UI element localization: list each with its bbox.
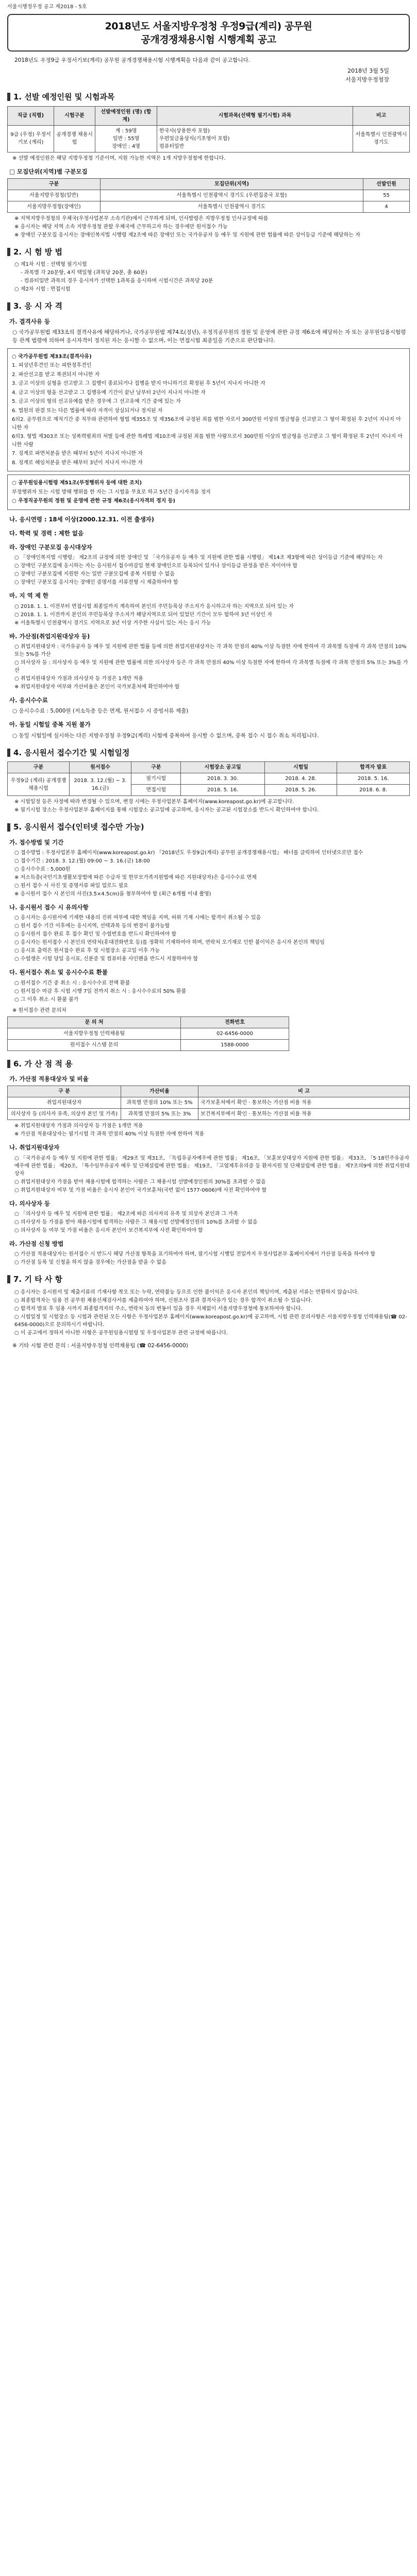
table-header-cell: 비 고	[198, 1086, 410, 1097]
note: ※ 선발 예정인원은 해당 지방우정청 기준이며, 지원 가능한 지역은 1개 지방우정청에 한합니다.	[12, 155, 226, 161]
list-item: ○ 의사상자 등 여부 및 가점 비율은 응시자 본인이 보건복지부에 사전 확인하여야 함	[14, 1227, 203, 1233]
subsection-title: 나. 취업지원대상자	[9, 1144, 60, 1151]
list-item: 부정행위자 또는 시험 방해 행위를 한 자는 그 시험을 무효로 하고 5년간 응시자격을 정지	[12, 489, 211, 495]
subsection-title: 바. 가산점(취업지원대상자 등)	[9, 632, 90, 640]
list-item: ○ 응시표 출력은 원서접수 완료 후 및 시험장소 공고일 이후 가능	[14, 948, 160, 954]
table-cell: 과목별 만점의 5% 또는 3%	[121, 1109, 198, 1120]
list-item: 2. 파산선고를 받고 복권되지 아니한 자	[12, 371, 100, 378]
table-row	[8, 190, 410, 201]
table-header-cell: 합격자 발표	[337, 762, 410, 773]
subsection-title: 아. 동일 시험일 중복 지원 불가	[9, 721, 91, 728]
subsection-title: 나. 응시원서 접수 시 유의사항	[9, 904, 89, 911]
title-line-1: 2018년도 서울지방우정청 우정9급(계리) 공무원	[105, 21, 312, 32]
paragraph: ○ 응시수수료 : 5,000원 (저소득층 등은 면제, 원서접수 시 증빙서류 제출)	[12, 708, 189, 715]
subjects-cell	[157, 125, 353, 152]
table-header-cell: 구 분	[8, 1086, 121, 1097]
refund-list	[14, 979, 410, 1004]
list-item: ○ 취업지원대상자 가점과 의사상자 등 가점은 1개만 적용	[14, 675, 143, 682]
section-7-title-text: 7. 기 타 사 항	[13, 1275, 62, 1284]
bonus-table	[7, 1086, 410, 1120]
list-item: ○ 장애인 구분모집 응시자는 장애인 증명서를 서류전형 시 제출하여야 함	[14, 580, 178, 586]
list-item: 6의3. 형법 제303조 또는 성폭력범죄의 처벌 등에 관한 특례법 제10조에 규정된 죄를 범한 사람으로서 300만원 이상의 벌금형을 선고받고 그 형이 확정된 후 2년이 지나지 아니한 사람	[12, 434, 403, 448]
list-item: ○ 가산점 등록 및 신청을 하지 않을 경우에는 가산점을 받을 수 없음	[14, 1260, 166, 1266]
table-row	[8, 201, 410, 212]
subsection-title: 다. 원서접수 취소 및 응시수수료 환불	[9, 969, 108, 976]
list-item: 7. 징계로 파면처분을 받은 때부터 5년이 지나지 아니한 자	[12, 451, 143, 457]
table-cell: 원서접수 시스템 문의	[8, 1039, 181, 1050]
list-item: 5. 금고 이상의 형의 선고유예를 받은 경우에 그 선고유예 기간 중에 있는 자	[12, 399, 181, 405]
list-item: ※ 저소득층(국민기초생활보장법에 따른 수급자 및 한부모가족지원법에 따른 지원대상자)은 응시수수료 면제	[14, 875, 257, 881]
table-header-cell: 가산비율	[121, 1086, 198, 1097]
table-row	[8, 773, 410, 785]
list-item: ○ 합격자 발표 후 임용 시까지 최종합격자의 주소, 연락처 등의 변동이 있을 경우 지체없이 서울지방우정청에 통보하여야 합니다.	[14, 1306, 303, 1312]
subject-item: 한국사(상용한자 포함)	[159, 128, 210, 134]
table-header-row	[8, 178, 410, 190]
list-item: ○ 「의사상자 등 예우 및 지원에 관한 법률」 제2조에 따른 의사자의 유족 및 의상자 본인과 그 가족	[14, 1211, 238, 1217]
list-item: ○ 원서접수 기간 중 취소 시 : 응시수수료 전액 환불	[14, 980, 130, 986]
table-header-cell: 구분	[8, 762, 70, 773]
section-5-title	[7, 821, 410, 833]
list-item: ○ 의사상자 등 : 의사상자 등 예우 및 지원에 관한 법률에 의한 의사상자 등은 각 과목 만점의 40% 이상 득점한 자에 한하여 각 과목별 득점에 각 과목 만점의 5% 또는 3%를 가산	[14, 659, 408, 673]
note: ※ 장애인 구분모집 응시자는 장애인복지법 시행령 제2조에 따른 장애인 또는 국가유공자 등 예우 및 지원에 관한 법률에 따른 상이등급 기준에 해당하는 자	[14, 232, 360, 238]
table-row	[8, 1109, 410, 1120]
reference-number: 서울시행정우정 공고 제2018 - 5호	[7, 4, 87, 10]
section-1-title-text: 1. 선발 예정인원 및 시험과목	[13, 92, 115, 102]
list-item: ○ 가산점 적용대상자는 원서접수 시 반드시 해당 가산점 항목을 표기하여야 하며, 필기시험 시행일 전일까지 우정사업본부 홈페이지에서 가산점 등록을 하여야 함	[14, 1251, 376, 1258]
table-header-cell: 시험장소 공고일	[181, 762, 264, 773]
table-cell: 서울특별시 인천광역시 경기도 (우편집중국 포함)	[101, 190, 363, 201]
list-item: - 컴퓨터일반 과목의 경우 응시자가 선택한 1과목을 응시하며 시험시간은 과목당 20분	[21, 278, 213, 284]
count-disabled: 장애인 : 4명	[112, 143, 140, 149]
bonus-points-list	[14, 643, 410, 691]
table-row	[8, 125, 410, 152]
bonus-apply-list	[14, 1250, 410, 1266]
subsection-title: 마. 지 역 제 한	[9, 592, 48, 600]
table-cell: 02-6456-0000	[181, 1028, 289, 1039]
list-item: ※ 서울특별시 인천광역시 경기도 지역으로 3년 이상 거주한 사실이 있는 자는 응시 가능	[14, 620, 211, 626]
schedule-table	[7, 761, 410, 796]
section-7-title	[7, 1274, 410, 1285]
application-method-list	[14, 849, 410, 898]
table-cell: 과목별 만점의 10% 또는 5%	[121, 1097, 198, 1109]
list-item: ○ 접수방법 : 우정사업본부 홈페이지(www.koreapost.go.kr) 『2018년도 우정9급(계리) 공무원 공개경쟁채용시험』 배너를 클릭하여 인터넷으로만 접수	[14, 850, 363, 856]
table-header-row	[8, 1086, 410, 1097]
table-cell: 서울지방우정청 인력채용팀	[8, 1028, 181, 1039]
penalty-box	[7, 474, 410, 510]
list-item: ○ 응시원서 접수 완료 후 접수 확인 및 수험번호를 반드시 확인하여야 함	[14, 931, 177, 938]
section-6-title	[7, 1058, 410, 1070]
list-item: ○ 국가공무원법 제33조(결격사유)	[12, 353, 92, 360]
table-cell: 2018. 5. 26.	[264, 785, 337, 796]
note: ※ 응시자는 해당 지역 소속 지방우정청 관할 우체국에 근무하고자 하는 경우에만 원서접수 가능	[14, 224, 228, 230]
veteran-list	[14, 1155, 410, 1194]
section-6-title-text: 6. 가 산 점 적 용	[13, 1059, 73, 1069]
table-cell: 2018. 3. 30.	[181, 773, 264, 785]
table-cell: 서울특별시 인천광역시 경기도	[101, 201, 363, 212]
section-4-title	[7, 747, 410, 759]
note: ※ 필기시험 장소는 우정사업본부 홈페이지를 통해 시험장소 공고일에 공고하며, 응시자는 공고된 시험장소를 반드시 확인하여야 합니다.	[14, 807, 319, 814]
list-item: 6의2. 공무원으로 재직기간 중 직무와 관련하여 형법 제355조 및 제356조에 규정된 죄를 범한 자로서 300만원 이상의 벌금형을 선고받고 그 형이 확정된 후 2년이 지나지 아니한 자	[12, 417, 401, 431]
region-restriction-list	[14, 603, 410, 627]
subsection-title: 가. 가산점 적용대상자 및 비율	[9, 1075, 89, 1083]
table-cell: 55	[363, 190, 410, 201]
table-cell: 취업지원대상자	[8, 1097, 121, 1109]
count-general: 일반 : 55명	[112, 135, 140, 142]
list-item: ○ 원서 접수 시 사진 및 증명서류 파일 업로드 필요	[14, 883, 128, 889]
list-item: ○ 취업지원대상자 : 국가유공자 등 예우 및 지원에 관한 법률 등에 의한 취업지원대상자는 각 과목 만점의 40% 이상 득점한 자에 한하여 각 과목별 득점에 각 과목 만점의 10% 또는 5%를 가산	[14, 643, 407, 657]
list-item: ○ 그 이후 취소 시 환불 불가	[14, 996, 79, 1003]
table-cell: 2018. 5. 16.	[181, 785, 264, 796]
table-cell: 보건복지부에서 확인 · 통보하는 가산점 비율 적용	[198, 1109, 410, 1120]
subsection-title: 사. 응시수수료	[9, 696, 48, 704]
type-cell: 공개경쟁 채용시험	[54, 125, 95, 152]
table-row	[8, 1039, 289, 1050]
list-item: ○ 취업지원대상자 여부 및 가점 비율은 응시자 본인이 국가보훈처(국번 없이 1577-0606)에 사전 확인하여야 함	[14, 1187, 267, 1193]
list-item: 8. 징계로 해임처분을 받은 때부터 3년이 지나지 아니한 자	[12, 460, 143, 466]
misc-list	[14, 1289, 410, 1337]
list-item: ○ 수험생은 시험 당일 응시표, 신분증 및 컴퓨터용 사인펜을 반드시 지참하여야 함	[14, 956, 198, 962]
note: ※ 시험일정 등은 사정에 따라 변경될 수 있으며, 변경 시에는 우정사업본부 홈페이지(www.koreapost.go.kr)에 공고합니다.	[14, 799, 294, 805]
subject-item: 우편및금융상식(기초영어 포함)	[159, 135, 230, 142]
contact-table	[7, 1016, 289, 1051]
table-header-cell: 전화번호	[181, 1016, 289, 1028]
title-line-2: 공개경쟁채용시험 시행계획 공고	[141, 33, 276, 45]
table-header-cell: 구분	[8, 178, 101, 190]
table-cell: 의사상자 등 (의사자 유족, 의상자 본인 및 가족)	[8, 1109, 121, 1120]
table-header-cell: 문 의 처	[8, 1016, 181, 1028]
paragraph: ○ 동일 시험일에 실시하는 다른 지방우정청 우정9급(계리) 시험에 중복하여 응시할 수 없으며, 중복 접수 시 접수 취소 처리됩니다.	[12, 732, 319, 739]
table-header-cell: 모집단위(지역)	[101, 178, 363, 190]
square-bullet-icon	[7, 93, 10, 101]
square-bullet-icon	[7, 1275, 10, 1283]
list-item: ○ 2018. 1. 1. 이전부터 면접시험 최종일까지 계속하여 본인의 주민등록상 주소지가 응시하고자 하는 지역으로 되어 있는 자	[14, 603, 294, 609]
paragraph: ○ 국가공무원법 제33조의 결격사유에 해당하거나, 국가공무원법 제74조(정년), 우정직공무원의 정원 및 운영에 관한 규정 제6조에 해당하는 자 또는 공무원임용시험령 등 관계 법령에 의하여 응시자격이 정지된 자는 응시할 수 없으며, 이는 면접시험 최종일을 기준으로 판단합니다.	[12, 329, 406, 344]
subsection-title: □ 모집단위(지역)별 구분모집	[9, 167, 88, 175]
list-item: ○ 우정직공무원의 정원 및 운영에 관한 규정 제6조(응시자격의 정지 등)	[12, 498, 175, 504]
subsection-title: 가. 결격사유 등	[9, 317, 51, 325]
announcement-signer: 서울지방우정청장	[345, 76, 389, 83]
notes-list	[14, 215, 410, 239]
section-2-title	[7, 246, 410, 258]
footer-contact: ※ 기타 시험 관련 문의 : 서울지방우정청 인력채용팀 (☎ 02-6456-0000)	[12, 1342, 188, 1349]
table-cell: 2018. 5. 16.	[337, 773, 410, 785]
subsection-title: 나. 응시연령 : 18세 이상(2000.12.31. 이전 출생자)	[9, 515, 155, 523]
grade-cell: 9급 (우정) 우정서기보 (계리)	[8, 125, 54, 152]
section-2-title-text: 2. 시 험 방 법	[13, 247, 62, 257]
square-bullet-icon	[7, 1060, 10, 1068]
lead-paragraph: 2018년도 우정9급 우정서기보(계리) 공무원 공개경쟁채용시험 시행계획을 다음과 같이 공고합니다.	[14, 57, 251, 64]
list-item: ○ 원서접수 마감 후 시험 시행 7일 전까지 취소 시 : 응시수수료의 50% 환불	[14, 988, 187, 994]
table-cell: 4	[363, 201, 410, 212]
square-bullet-icon	[7, 302, 10, 311]
disqualification-box	[7, 348, 410, 472]
notes-list	[14, 798, 410, 814]
list-item: ○ 접수기간 : 2018. 3. 12.(월) 09:00 ~ 3. 16.(금) 18:00	[14, 858, 150, 865]
section-3-title-text: 3. 응 시 자 격	[13, 301, 62, 311]
note: ※ 취업지원대상자 가점과 의사상자 등 가점은 1개만 적용	[14, 1123, 143, 1129]
title-box	[7, 14, 410, 52]
list-item: 1. 피성년후견인 또는 피한정후견인	[12, 363, 92, 369]
list-item: ○ 응시자는 응시원서에 기재한 내용의 진위 여부에 대한 책임을 지며, 허위 기재 시에는 합격이 취소될 수 있음	[14, 915, 261, 921]
square-bullet-icon	[7, 823, 10, 832]
table-cell: 서울지방우정청(장애인)	[8, 201, 101, 212]
application-caution-list	[14, 914, 410, 963]
region-table	[7, 178, 410, 213]
list-item: ○ 2018. 1. 1. 이전까지 본인의 주민등록상 주소지가 해당지역으로 되어 있었던 기간이 모두 합하여 3년 이상인 자	[14, 612, 273, 618]
table-row	[8, 1028, 289, 1039]
list-item: ○ 응시수수료 : 5,000원	[14, 867, 71, 873]
note: ※ 지역지방우정청의 우체국(우정사업본부 소속기관)에서 근무하게 되며, 인사발령은 지방우정청 인사규정에 따름	[14, 215, 269, 222]
list-item: ○ 응시자는 원서접수 시 본인의 연락처(휴대전화번호 등)를 정확히 기재하여야 하며, 연락처 오기재로 인한 불이익은 응시자 본인의 책임임	[14, 940, 325, 946]
notes-list	[14, 1122, 410, 1138]
section-5-title-text: 5. 응시원서 접수(인터넷 접수만 가능)	[13, 822, 144, 832]
list-item: ○ 최종합격자는 임용 전 공무원 채용신체검사서를 제출하여야 하며, 신원조사 결과 결격사유가 있는 경우 합격이 취소될 수 있습니다.	[14, 1297, 312, 1303]
list-item: ○ 원서 접수 기간 이후에는 응시지역, 선택과목 등의 변경이 불가능함	[14, 923, 170, 929]
count-cell	[95, 125, 157, 152]
list-item: ※ 취업지원대상자 여부와 가산비율은 본인이 국가보훈처에 확인하여야 함	[14, 684, 180, 690]
table-header-row	[8, 106, 410, 125]
table-header-row	[8, 762, 410, 773]
table-header-cell: 시험과목(선택형 필기시험) 과목	[157, 106, 353, 125]
table-header-cell: 구분	[131, 762, 181, 773]
table-cell: 2018. 4. 28.	[264, 773, 337, 785]
list-item: ○ 제1차 시험 : 선택형 필기시험	[14, 262, 87, 268]
list-item: ○ 「국가유공자 등 예우 및 지원에 관한 법률」 제29조 및 제31조, 「독립유공자예우에 관한 법률」 제16조, 「보훈보상대상자 지원에 관한 법률」 제33조, 「5·18민주유공자예우에 관한 법률」 제20조, 「특수임무유공자 예우 및 단체설립에 관한 법률」 제19조, 「고엽제후유의증 등 환자지원 및 단체설립에 관한 법률」 제7조의9에 의한 취업지원대상자	[14, 1155, 410, 1177]
table-cell: 필기시험	[131, 773, 181, 785]
rescuer-list	[14, 1210, 410, 1234]
table-header-row	[8, 1016, 289, 1028]
table-row	[8, 1097, 410, 1109]
section-1-title	[7, 91, 410, 103]
list-item: ○ 취업지원대상자 가점을 받아 채용시험에 합격하는 사람은 그 채용시험 선발예정인원의 30%를 초과할 수 없음	[14, 1179, 266, 1185]
section-3-title	[7, 300, 410, 312]
disabled-eligibility-list	[14, 554, 410, 586]
list-item: 3. 금고 이상의 실형을 선고받고 그 집행이 종료되거나 집행을 받지 아니하기로 확정된 후 5년이 지나지 아니한 자	[12, 381, 265, 387]
list-item: ○ 의사상자 등 가점을 받아 채용시험에 합격하는 사람은 그 채용시험 선발예정인원의 10%를 초과할 수 없음	[14, 1219, 258, 1225]
table-cell: 2018. 3. 12.(월) ~ 3. 16.(금)	[70, 773, 131, 796]
table-header-cell: 비고	[353, 106, 410, 125]
list-item: ○ 제2차 시험 : 면접시험	[14, 286, 71, 293]
section-4-title-text: 4. 응시원서 접수기간 및 시험일정	[13, 748, 130, 757]
subsection-title: 다. 학력 및 경력 : 제한 없음	[9, 529, 84, 537]
table-cell: 우정9급 (계리) 공개경쟁 채용시험	[8, 773, 70, 796]
subsection-title: 가. 접수방법 및 기간	[9, 838, 64, 846]
list-item: ○ 공무원임용시험령 제51조(부정행위자 등에 대한 조치)	[12, 480, 142, 486]
list-item: ○ 장애인 구분모집에 응시하는 자는 응시원서 접수마감일 현재 장애인으로 등록되어 있거나 상이등급 판정을 받은 자이어야 함	[14, 563, 298, 569]
subsection-title: 라. 장애인 구분모집 응시대상자	[9, 544, 92, 551]
subsection-title: 라. 가산점 신청 방법	[9, 1240, 64, 1247]
table-cell: 서울지방우정청(일반)	[8, 190, 101, 201]
table-cell: 1588-0000	[181, 1039, 289, 1050]
square-bullet-icon	[7, 248, 10, 256]
subject-item: 컴퓨터일반	[159, 143, 185, 149]
list-item: 6. 법원의 판결 또는 다른 법률에 따라 자격이 상실되거나 정지된 자	[12, 408, 163, 414]
square-bullet-icon	[7, 749, 10, 757]
list-item: ○ 시험일정 및 시험장소 등 시험과 관련된 모든 사항은 우정사업본부 홈페이지(www.koreapost.go.kr)에 공고하며, 시험 관련 문의사항은 서울지방우정청 인력채용팀(☎ 02-6456-0000)으로 문의하시기 바랍니다.	[14, 1314, 407, 1328]
count-total: 계 : 59명	[115, 128, 137, 134]
table-cell: 면접시험	[131, 785, 181, 796]
remark-cell: 서울특별시 인천광역시 경기도	[353, 125, 410, 152]
announcement-date: 2018년 3월 5일	[347, 67, 389, 75]
subsection-title: 다. 의사상자 등	[9, 1199, 51, 1207]
list-item: - 과목별 각 20문항, 4지 택일형 (과목당 20분, 총 60분)	[21, 270, 147, 276]
table-header-cell: 시험구분	[54, 106, 95, 125]
table-header-cell: 선발인원	[363, 178, 410, 190]
table-cell: 국가보훈처에서 확인 · 통보하는 가산점 비율 적용	[198, 1097, 410, 1109]
list-item: ○ 응시자는 응시원서 및 제출서류의 기재사항 착오 또는 누락, 연락불능 등으로 인한 불이익은 응시자 본인의 책임이며, 제출된 서류는 반환하지 않습니다.	[14, 1289, 359, 1295]
contact-title: ※ 원서접수 관련 문의처	[12, 1007, 66, 1013]
table-cell: 2018. 6. 8.	[337, 785, 410, 796]
list-item: ※ 응시원서 접수 시 본인의 사진(3.5×4.5cm)을 첨부하여야 함 (최근 6개월 이내 촬영)	[14, 891, 211, 897]
table-header-cell: 직급 (직렬)	[8, 106, 54, 125]
list-item: ○ 이 공고에서 정하지 아니한 사항은 공무원임용시험령 및 우정사업본부 관련 규정에 따릅니다.	[14, 1330, 228, 1336]
table-header-cell: 시험일	[264, 762, 337, 773]
list-item: ○ 「장애인복지법 시행령」 제2조의 규정에 의한 장애인 및 「국가유공자 등 예우 및 지원에 관한 법률 시행령」 제14조 제3항에 따른 상이등급 기준에 해당하는 자	[14, 555, 383, 561]
table-header-cell: 원서접수	[70, 762, 131, 773]
table-header-cell: 선발예정인원 (명) (합계)	[95, 106, 157, 125]
selection-table	[7, 106, 410, 152]
list-item: 4. 금고 이상의 형을 선고받고 그 집행유예 기간이 끝난 날부터 2년이 지나지 아니한 자	[12, 389, 206, 396]
exam-method-list	[14, 261, 410, 293]
list-item: ○ 장애인 구분모집에 지원한 자는 일반 구분모집에 중복 지원할 수 없음	[14, 571, 175, 578]
note: ※ 가산점 적용대상자는 필기시험 각 과목 만점의 40% 이상 득점한 자에 한하여 적용	[14, 1131, 205, 1138]
